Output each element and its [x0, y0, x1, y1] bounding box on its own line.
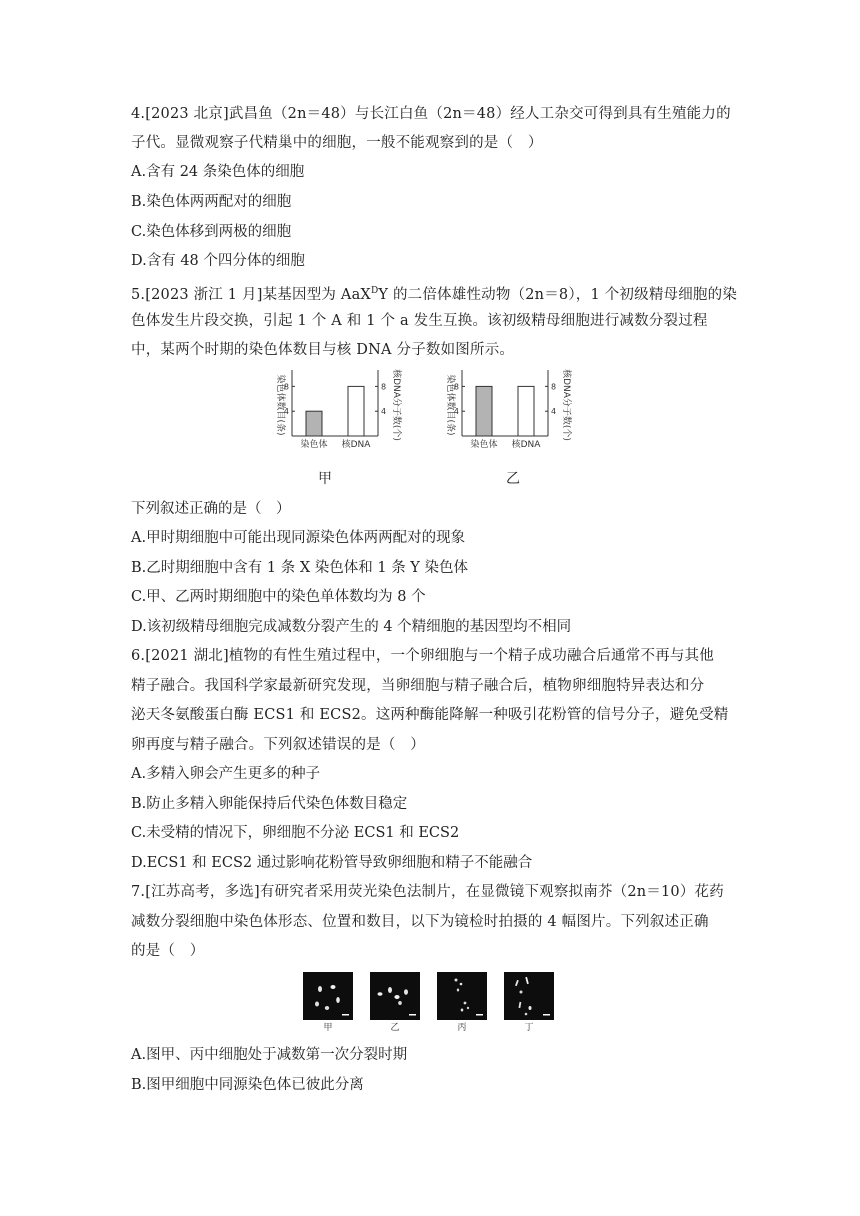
q5-stem-line1: [131, 281, 737, 305]
chart-yi-category-label-0: 染色体: [470, 440, 498, 450]
q5-option-a: A.甲时期细胞中可能出现同源染色体两两配对的现象: [131, 530, 466, 546]
chart-yi-left-axis-label: 染色体数目(条): [445, 374, 455, 436]
chart-yi-left-tick-label-8: 8: [453, 382, 459, 392]
micrograph-bing: [437, 972, 487, 1020]
chart-yi-category-label-1: 核DNA: [511, 440, 541, 450]
chart-jia-left-tick-label-4: 4: [283, 407, 289, 417]
q5-stem-superscript: D: [370, 286, 379, 296]
q5-lead: 下列叙述正确的是（ ）: [131, 501, 291, 517]
chart-jia-category-label-0: 染色体: [300, 440, 328, 450]
q4-option-d: D.含有 48 个四分体的细胞: [131, 253, 305, 269]
chart-yi-right-tick-label-4: 4: [551, 407, 557, 417]
chart-yi-caption: 乙: [506, 471, 520, 487]
q6-stem-line1: 6.[2021 湖北]植物的有性生殖过程中，一个卵细胞与一个精子成功融合后通常不再与其他: [131, 648, 714, 664]
q6-stem-line3: 泌天冬氨酸蛋白酶 ECS1 和 ECS2。这两种酶能降解一种吸引花粉管的信号分子，避免受精: [131, 707, 729, 723]
chart-yi-right-axis-label: 核DNA分子数(个): [561, 369, 571, 441]
micrograph-label-jia: 甲: [323, 1023, 333, 1032]
chart-jia-bar-1: [348, 386, 364, 436]
q6-stem-line2: 精子融合。我国科学家最新研究发现，当卵细胞与精子融合后，植物卵细胞特异表达和分: [131, 678, 705, 694]
micrograph-ding: [504, 972, 554, 1020]
q4-option-b: B.染色体两两配对的细胞: [131, 194, 292, 210]
q7-stem-line1: 7.[江苏高考，多选]有研究者采用荧光染色法制片，在显微镜下观察拟南芥（2n＝10）花药: [131, 884, 724, 900]
q7-micrograph-row: [300, 970, 560, 1032]
chart-jia-caption: 甲: [318, 471, 332, 487]
q7-micrographs-svg: [300, 970, 560, 1032]
chart-jia-right-tick-label-4: 4: [381, 407, 387, 417]
q6-option-d: D.ECS1 和 ECS2 通过影响花粉管导致卵细胞和精子不能融合: [131, 855, 533, 871]
q4-option-a: A.含有 24 条染色体的细胞: [131, 164, 305, 180]
micrograph-jia: [303, 972, 353, 1020]
q5-stem-line3: 中，某两个时期的染色体数目与核 DNA 分子数如图所示。: [131, 342, 515, 358]
q4-stem-line2: 子代。显微观察子代精巢中的细胞，一般不能观察到的是（ ）: [131, 135, 543, 151]
micrograph-label-yi: 乙: [390, 1023, 400, 1032]
q5-stem-part1: 5.[2023 浙江 1 月]某基因型为 AaX: [131, 287, 371, 303]
q5-bar-charts: [270, 366, 600, 490]
chart-jia-right-axis-label: 核DNA分子数(个): [391, 369, 401, 441]
q6-option-b: B.防止多精入卵能保持后代染色体数目稳定: [131, 796, 408, 812]
q7-stem-line2: 减数分裂细胞中染色体形态、位置和数目，以下为镜检时拍摄的 4 幅图片。下列叙述正确: [131, 914, 709, 930]
q4-stem-line1: 4.[2023 北京]武昌鱼（2n＝48）与长江白鱼（2n＝48）经人工杂交可得到具有生殖能力的: [131, 106, 731, 122]
q5-stem-line2: 色体发生片段交换，引起 1 个 A 和 1 个 a 发生互换。该初级精母细胞进行减数分裂过程: [131, 313, 708, 329]
chart-yi-bar-1: [518, 386, 534, 436]
chart-jia-left-tick-label-8: 8: [283, 382, 289, 392]
micrograph-label-bing: 丙: [457, 1023, 467, 1032]
q5-stem-part2: Y 的二倍体雄性动物（2n＝8），1 个初级精母细胞的染: [378, 287, 738, 303]
q4-option-c: C.染色体移到两极的细胞: [131, 224, 292, 240]
micrograph-label-ding: 丁: [524, 1023, 534, 1032]
q6-stem-line4: 卵再度与精子融合。下列叙述错误的是（ ）: [131, 737, 425, 753]
micrograph-yi: [370, 972, 420, 1020]
chart-jia-category-label-1: 核DNA: [341, 440, 371, 450]
q5-option-c: C.甲、乙两时期细胞中的染色单体数均为 8 个: [131, 589, 426, 605]
q7-stem-line3: 的是（ ）: [131, 943, 205, 959]
chart-jia-right-tick-label-8: 8: [381, 382, 387, 392]
q6-option-c: C.未受精的情况下，卵细胞不分泌 ECS1 和 ECS2: [131, 825, 460, 841]
q6-option-a: A.多精入卵会产生更多的种子: [131, 766, 321, 782]
chart-yi-left-tick-label-4: 4: [453, 407, 459, 417]
chart-yi-bar-0: [476, 386, 492, 436]
q5-option-b: B.乙时期细胞中含有 1 条 X 染色体和 1 条 Y 染色体: [131, 560, 468, 576]
q5-chart-svg: [270, 366, 600, 490]
q7-option-a: A.图甲、丙中细胞处于减数第一次分裂时期: [131, 1047, 408, 1063]
chart-jia-left-axis-label: 染色体数目(条): [275, 374, 285, 436]
q5-option-d: D.该初级精母细胞完成减数分裂产生的 4 个精细胞的基因型均不相同: [131, 619, 572, 635]
chart-yi-right-tick-label-8: 8: [551, 382, 557, 392]
q7-option-b: B.图甲细胞中同源染色体已彼此分离: [131, 1077, 364, 1093]
chart-jia-bar-0: [306, 411, 322, 436]
